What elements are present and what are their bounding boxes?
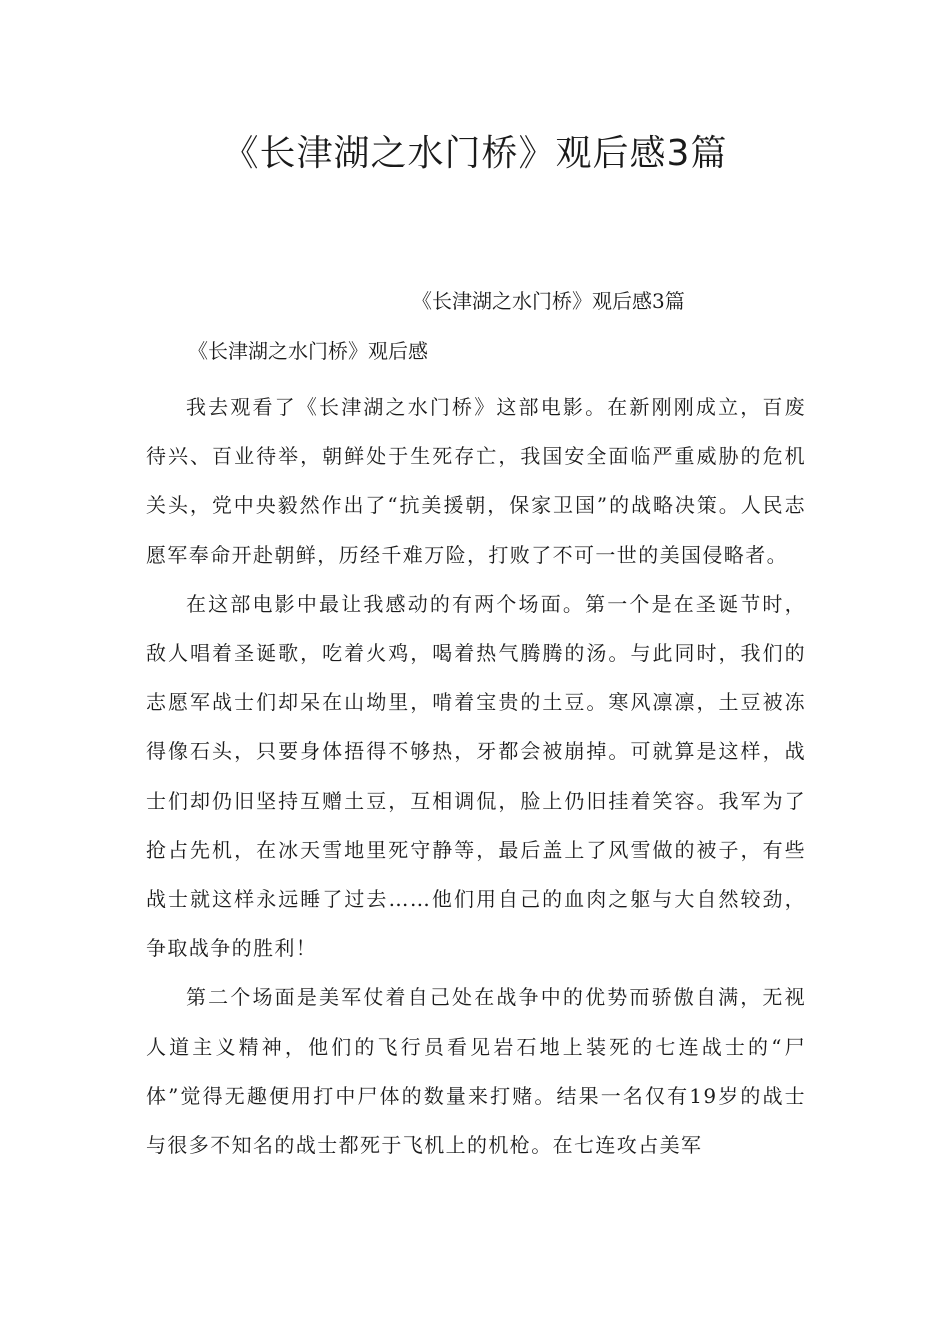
document-subtitle: 《长津湖之水门桥》观后感3篇 bbox=[412, 289, 685, 313]
paragraph: 第二个场面是美军仗着自己处在战争中的优势而骄傲自满，无视人道主义精神，他们的飞行员看见岩石地上装死的七连战士的“尸体”觉得无趣便用打中尸体的数量来打赌。结果一名仅有19岁的战士与很多不知名的战士都死于飞机上的机枪。在七连攻占美军 bbox=[146, 985, 806, 1158]
body-text bbox=[146, 383, 806, 1170]
paragraph: 我去观看了《长津湖之水门桥》这部电影。在新刚刚成立，百废待兴、百业待举，朝鲜处于生死存亡，我国安全面临严重威胁的危机关头，党中央毅然作出了“抗美援朝，保家卫国”的战略决策。人民志愿军奉命开赴朝鲜，历经千难万险，打败了不可一世的美国侵略者。 bbox=[146, 395, 806, 567]
paragraph: 在这部电影中最让我感动的有两个场面。第一个是在圣诞节时，敌人唱着圣诞歌，吃着火鸡，喝着热气腾腾的汤。与此同时，我们的志愿军战士们却呆在山坳里，啃着宝贵的土豆。寒风凛凛，土豆被冻得像石头，只要身体捂得不够热，牙都会被崩掉。可就算是这样，战士们却仍旧坚持互赠土豆，互相调侃，脸上仍旧挂着笑容。我军为了抢占先机，在冰天雪地里死守静等，最后盖上了风雪做的被子，有些战士就这样永远睡了过去……他们用自己的血肉之躯与大自然较劲，争取战争的胜利！ bbox=[146, 591, 806, 961]
section-heading: 《长津湖之水门桥》观后感 bbox=[188, 339, 428, 363]
document-title: 《长津湖之水门桥》观后感3篇 bbox=[222, 133, 728, 174]
